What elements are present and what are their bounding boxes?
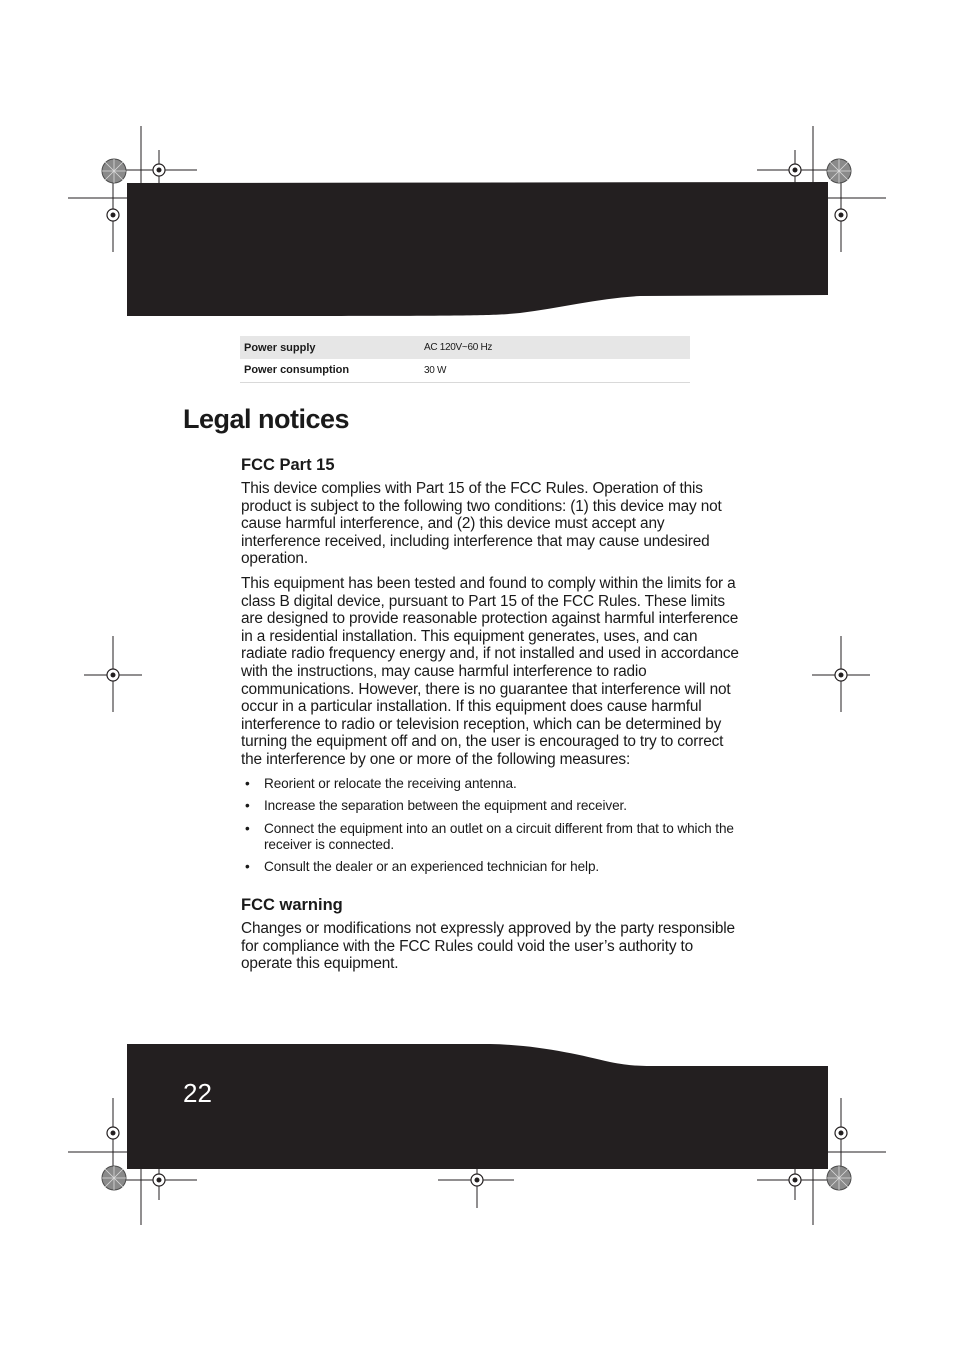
- list-item: [241, 798, 746, 814]
- list-item: [241, 859, 746, 875]
- spec-value: AC 120V~60 Hz: [420, 336, 690, 359]
- fcc-paragraph-2: This equipment has been tested and found to comply within the limits for a class B digital device, pursuant to Part 15 of the FCC Rules. These limits are designed to provide reasonable protection against harmful interference in a residential installation. This equipment generates, uses, and can radiate radio frequency energy and, if not installed and used in accordance with the instructions, may cause harmful interference to radio communications. However, there is no guarantee that interference will not occur in a particular installation. If this equipment does cause harmful interference to radio or television reception, which can be determined by turning the equipment off and on, the user is encouraged to try to correct the interference by one or more of the following measures:: [241, 574, 739, 768]
- list-item-text: Consult the dealer or an experienced technician for help.: [264, 859, 600, 874]
- list-item-text: Increase the separation between the equipment and receiver.: [264, 798, 627, 813]
- table-row: [240, 336, 690, 359]
- spec-table: [240, 336, 690, 383]
- section-title-fcc-part15: FCC Part 15: [241, 456, 335, 474]
- legal-content: [241, 456, 746, 980]
- spec-label: Power supply: [240, 336, 420, 359]
- bullet-icon: •: [245, 798, 250, 813]
- list-item: [241, 776, 746, 792]
- table-row: [240, 359, 690, 382]
- list-item-text: Connect the equipment into an outlet on a circuit different from that to which the receiver is connected.: [264, 820, 734, 852]
- list-item-text: Reorient or relocate the receiving antenna.: [264, 775, 517, 791]
- measures-list: [241, 776, 746, 876]
- section-title-fcc-warning: FCC warning: [241, 896, 343, 914]
- bullet-icon: •: [245, 820, 250, 836]
- spec-value: 30 W: [420, 359, 690, 382]
- fcc-warning-paragraph: Changes or modifications not expressly approved by the party responsible for compliance with the FCC Rules could void the user’s authority to operate this equipment.: [241, 920, 735, 973]
- bullet-icon: •: [245, 859, 250, 874]
- fcc-paragraph-1: This device complies with Part 15 of the FCC Rules. Operation of this product is subject to the following two conditions: (1) this device may not cause harmful interference, and (2) this device must accept any interference received, including interference that may cause undesired operation.: [241, 480, 722, 568]
- spec-label: Power consumption: [240, 359, 420, 382]
- page-number: 22: [183, 1078, 212, 1108]
- list-item: [241, 821, 746, 853]
- bullet-icon: •: [245, 775, 250, 791]
- page-title: Legal notices: [183, 404, 350, 434]
